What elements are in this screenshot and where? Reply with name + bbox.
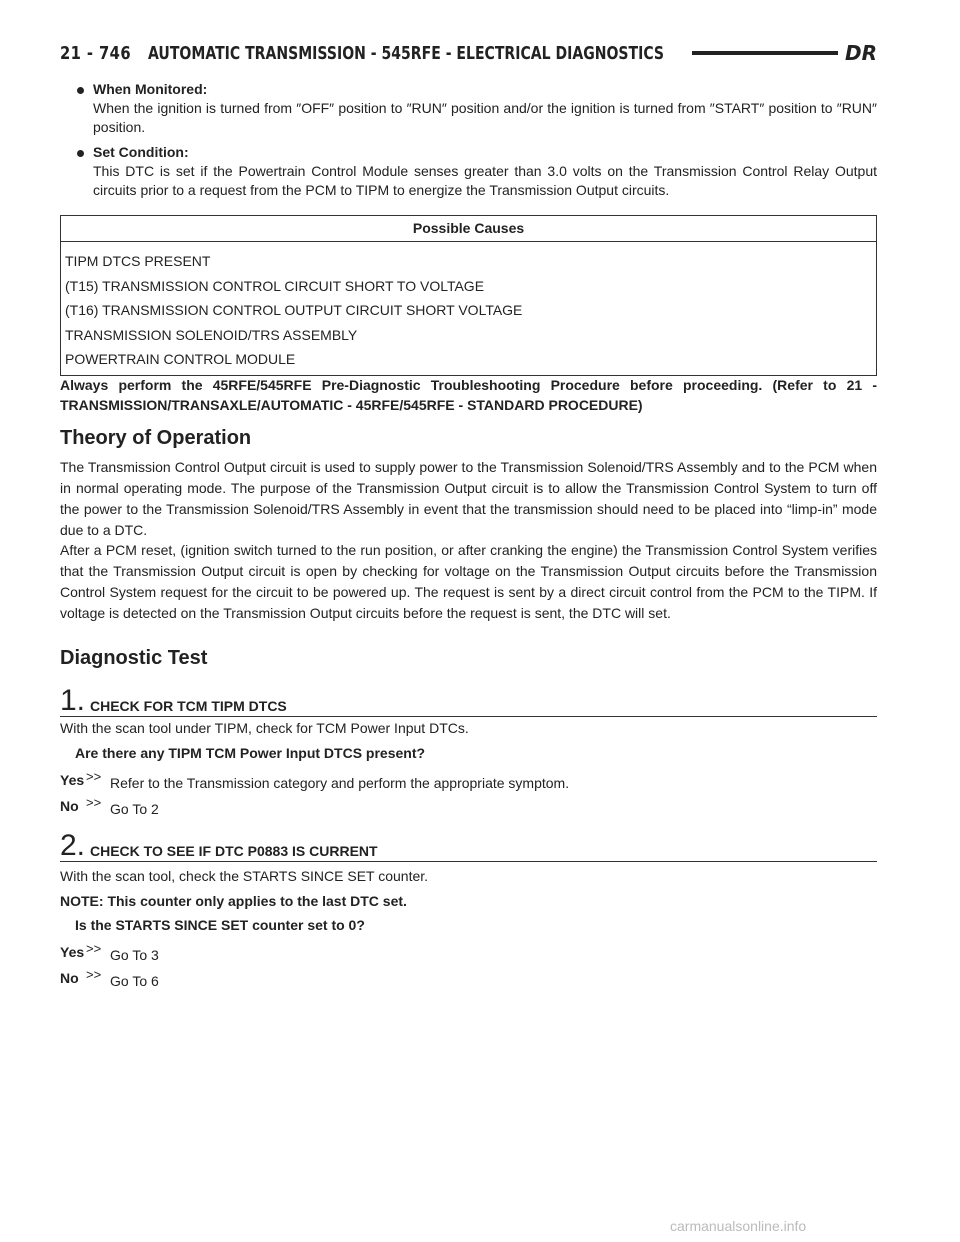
step-instruction: With the scan tool, check the STARTS SINCE SET counter. bbox=[60, 868, 429, 884]
page-number: 21 - 746 bbox=[60, 42, 132, 64]
causes-list bbox=[61, 242, 876, 375]
arrow-icon: >> bbox=[86, 941, 102, 956]
arrow-icon: >> bbox=[86, 967, 102, 982]
bullet-dot-icon bbox=[77, 87, 84, 94]
answer-row bbox=[60, 769, 570, 791]
cause-item: TIPM DTCS PRESENT bbox=[65, 253, 211, 269]
cause-item: (T15) TRANSMISSION CONTROL CIRCUIT SHORT TO VOLTAGE bbox=[65, 277, 485, 294]
arrow-icon: >> bbox=[86, 795, 102, 810]
cause-item: (T16) TRANSMISSION CONTROL OUTPUT CIRCUIT SHORT VOLTAGE bbox=[65, 302, 523, 318]
step-instruction: With the scan tool under TIPM, check for TCM Power Input DTCs. bbox=[60, 720, 469, 736]
cause-item: POWERTRAIN CONTROL MODULE bbox=[65, 351, 296, 367]
dtc-conditions bbox=[60, 80, 877, 206]
step-note: NOTE: This counter only applies to the last DTC set. bbox=[60, 893, 407, 909]
cause-item: TRANSMISSION SOLENOID/TRS ASSEMBLY bbox=[65, 326, 358, 343]
bullet-label: When Monitored: bbox=[93, 81, 208, 97]
theory-paragraph: After a PCM reset, (ignition switch turned to the run position, or after cranking the engine) the Transmission Control System verifies that the Transmission Output circuit is open by checking for voltage on the Transmission Output circuits before the Transmission Control System request for the circuit to be powered up. The request is sent by a direct circuit control from the PCM to the TIPM. If voltage is detected on the Transmission Output circuits before the request is sent, the DTC will set. bbox=[60, 542, 877, 621]
step-title: CHECK FOR TCM TIPM DTCS bbox=[90, 698, 287, 714]
model-code: DR bbox=[844, 41, 877, 65]
page-title: AUTOMATIC TRANSMISSION - 545RFE - ELECTRICAL DIAGNOSTICS bbox=[148, 42, 665, 64]
when-monitored bbox=[60, 80, 877, 137]
page-header bbox=[60, 38, 877, 68]
answer-label: No bbox=[60, 798, 79, 814]
answer-result: Go To 6 bbox=[110, 973, 159, 989]
diagnostic-heading: Diagnostic Test bbox=[60, 647, 208, 669]
causes-heading: Possible Causes bbox=[61, 216, 876, 242]
theory-heading: Theory of Operation bbox=[60, 427, 252, 449]
possible-causes-table bbox=[60, 215, 877, 376]
answer-label: Yes bbox=[60, 944, 85, 960]
bullet-dot-icon bbox=[77, 150, 84, 157]
header-rule bbox=[692, 51, 838, 55]
answer-label: Yes bbox=[60, 772, 85, 788]
step-title: CHECK TO SEE IF DTC P0883 IS CURRENT bbox=[90, 843, 378, 859]
step-question: Is the STARTS SINCE SET counter set to 0? bbox=[75, 917, 365, 933]
set-condition bbox=[60, 143, 877, 200]
step-number: 2. bbox=[60, 829, 86, 862]
answer-row bbox=[60, 967, 159, 989]
bullet-text: When the ignition is turned from ″OFF″ position to ″RUN″ position and/or the ignition is turned from ″START″ position to ″RUN″ position. bbox=[93, 100, 877, 135]
answer-result: Go To 3 bbox=[110, 947, 159, 963]
step-question: Are there any TIPM TCM Power Input DTCS present? bbox=[75, 745, 426, 761]
procedure-note: Always perform the 45RFE/545RFE Pre-Diagnostic Troubleshooting Procedure before proceeding. (Refer to 21 - TRANSMISSION/TRANSAXLE/AUTOMATIC - 45RFE/545RFE - STANDARD PROCEDURE) bbox=[60, 377, 877, 413]
bullet-label: Set Condition: bbox=[93, 144, 189, 160]
answer-row bbox=[60, 795, 159, 817]
answer-row bbox=[60, 941, 159, 963]
bullet-text: This DTC is set if the Powertrain Control Module senses greater than 3.0 volts on the Transmission Control Relay Output circuits prior to a request from the PCM to TIPM to energize the Transmission Output circuits. bbox=[93, 163, 877, 198]
step-header bbox=[60, 684, 877, 717]
theory-paragraph: The Transmission Control Output circuit is used to supply power to the Transmission Solenoid/TRS Assembly and to the PCM when in normal operating mode. The purpose of the Transmission Output circuit is to allow the Transmission Control System to turn off the power to the Transmission Solenoid/TRS Assembly in event that the transmission should need to be placed into “limp-in” mode due to a DTC. bbox=[60, 459, 877, 538]
step-header bbox=[60, 829, 877, 862]
arrow-icon: >> bbox=[86, 769, 102, 784]
answer-result: Refer to the Transmission category and perform the appropriate symptom. bbox=[110, 775, 570, 791]
answer-result: Go To 2 bbox=[110, 801, 159, 817]
watermark-footer: carmanualsonline.info bbox=[670, 1218, 807, 1234]
step-number: 1. bbox=[60, 684, 86, 717]
answer-label: No bbox=[60, 970, 79, 986]
